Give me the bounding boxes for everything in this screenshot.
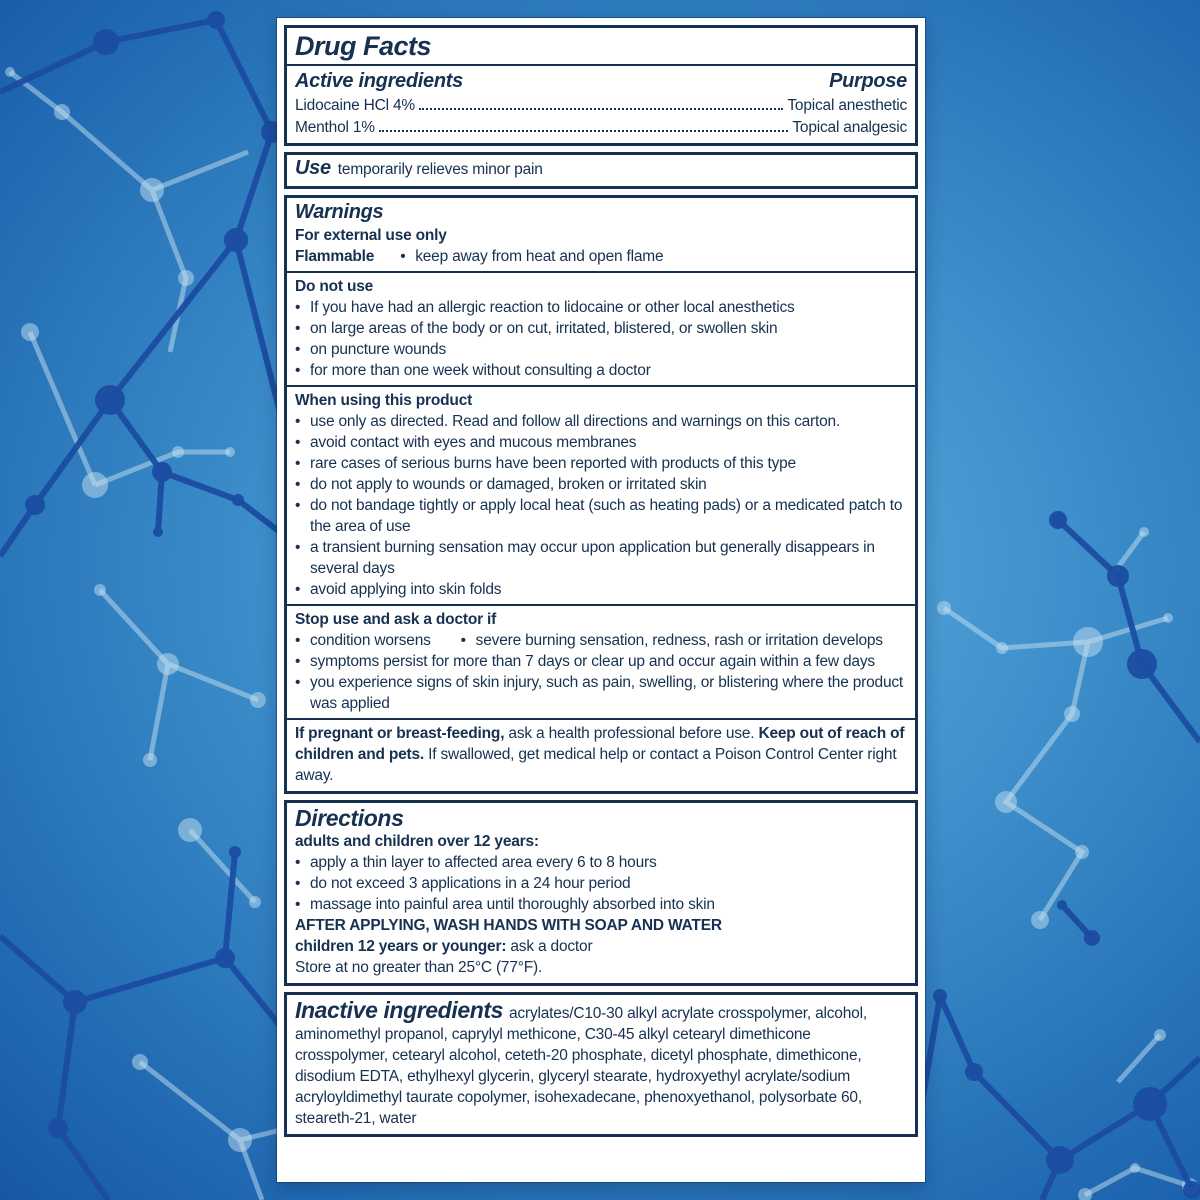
inactive-paragraph xyxy=(295,997,907,1129)
bullet-item: • do not apply to wounds or damaged, broken or irritated skin xyxy=(295,474,907,495)
use-text: temporarily relieves minor pain xyxy=(337,161,543,178)
bullet-item: • on puncture wounds xyxy=(295,339,907,360)
dot-leader xyxy=(379,116,788,132)
keep-out-bold: Keep out of reach of children and pets. xyxy=(295,725,905,763)
bullet-pair-row xyxy=(295,630,907,651)
children-line xyxy=(295,936,907,957)
pregnancy-paragraph xyxy=(295,723,907,786)
section-divider xyxy=(287,385,915,387)
bullet-item: • do not bandage tightly or apply local heat (such as heating pads) or a medicated patch to the area of use xyxy=(295,495,907,537)
ingredient-row xyxy=(295,94,907,116)
title-divider xyxy=(287,64,915,66)
external-use-line: For external use only xyxy=(295,227,447,244)
children-text: ask a doctor xyxy=(506,938,593,955)
bullet-item: • massage into painful area until thoroughly absorbed into skin xyxy=(295,894,907,915)
pregnancy-text: ask a health professional before use. xyxy=(504,725,759,742)
ingredient-purpose: Topical anesthetic xyxy=(787,97,907,114)
use-heading: Use xyxy=(295,157,331,179)
bullet-item: • apply a thin layer to affected area every 6 to 8 hours xyxy=(295,852,907,873)
poison-control-text: If swallowed, get medical help or contact a Poison Control Center right away. xyxy=(295,746,897,784)
bullet-item: • severe burning sensation, redness, rash or irritation develops xyxy=(461,630,883,651)
bullet-item: • avoid contact with eyes and mucous membranes xyxy=(295,432,907,453)
stop-use-heading: Stop use and ask a doctor if xyxy=(295,611,497,628)
ingredient-name: Menthol 1% xyxy=(295,119,375,136)
inactive-ingredients-box xyxy=(284,992,918,1137)
warnings-heading: Warnings xyxy=(295,201,384,223)
bullet-item: • use only as directed. Read and follow all directions and warnings on this carton. xyxy=(295,411,907,432)
children-heading: children 12 years or younger: xyxy=(295,938,507,955)
inactive-text: acrylates/C10-30 alkyl acrylate crosspolymer, alcohol, aminomethyl propanol, caprylyl methicone, C30-45 alkyl cetearyl dimethicone crosspolymer, cetearyl alcohol, ceteth-20 phosphate, dicetyl phosphate, dimethicone, disodium EDTA, ethylhexyl glycerin, glyceryl stearate, hydroxyethyl acrylate/sodium acryloyldimethyl taurate copolymer, isohexadecane, phenoxyethanol, polysorbate 60, steareth-21, water xyxy=(295,1005,867,1127)
section-divider xyxy=(287,604,915,606)
do-not-use-heading: Do not use xyxy=(295,278,374,295)
ingredient-name: Lidocaine HCl 4% xyxy=(295,97,416,114)
directions-box xyxy=(284,800,918,986)
bullet-item: • keep away from heat and open flame xyxy=(400,246,663,267)
warnings-box xyxy=(284,195,918,794)
inactive-heading: Inactive ingredients xyxy=(295,997,504,1023)
when-using-heading: When using this product xyxy=(295,392,473,409)
drug-facts-title: Drug Facts xyxy=(295,31,432,61)
drug-facts-panel xyxy=(277,18,925,1182)
active-ingredients-heading: Active ingredients xyxy=(295,70,463,92)
bullet-item: • a transient burning sensation may occur upon application but generally disappears in several days xyxy=(295,537,907,579)
bullet-item: • you experience signs of skin injury, such as pain, swelling, or blistering where the product was applied xyxy=(295,672,907,714)
bullet-item: • symptoms persist for more than 7 days or clear up and occur again within a few days xyxy=(295,651,907,672)
purpose-heading: Purpose xyxy=(829,70,907,92)
section-divider xyxy=(287,271,915,273)
active-ingredients-box xyxy=(284,25,918,146)
ingredient-row xyxy=(295,116,907,138)
flammable-line xyxy=(295,246,907,267)
bullet-item: • avoid applying into skin folds xyxy=(295,579,907,600)
ingredient-purpose: Topical analgesic xyxy=(792,119,907,136)
storage-line: Store at no greater than 25°C (77°F). xyxy=(295,959,543,976)
flammable-label: Flammable xyxy=(295,248,375,265)
section-divider xyxy=(287,718,915,720)
dot-leader xyxy=(419,94,783,110)
adults-heading: adults and children over 12 years: xyxy=(295,833,539,850)
directions-heading: Directions xyxy=(295,805,404,831)
bullet-item: • rare cases of serious burns have been reported with products of this type xyxy=(295,453,907,474)
bullet-item: • on large areas of the body or on cut, irritated, blistered, or swollen skin xyxy=(295,318,907,339)
bullet-item: • for more than one week without consulting a doctor xyxy=(295,360,907,381)
bullet-item: • do not exceed 3 applications in a 24 hour period xyxy=(295,873,907,894)
bullet-item: • If you have had an allergic reaction to lidocaine or other local anesthetics xyxy=(295,297,907,318)
use-box xyxy=(284,152,918,189)
after-applying-line: AFTER APPLYING, WASH HANDS WITH SOAP AND WATER xyxy=(295,917,722,934)
pregnancy-bold: If pregnant or breast-feeding, xyxy=(295,725,505,742)
bullet-item: • condition worsens xyxy=(295,630,431,651)
